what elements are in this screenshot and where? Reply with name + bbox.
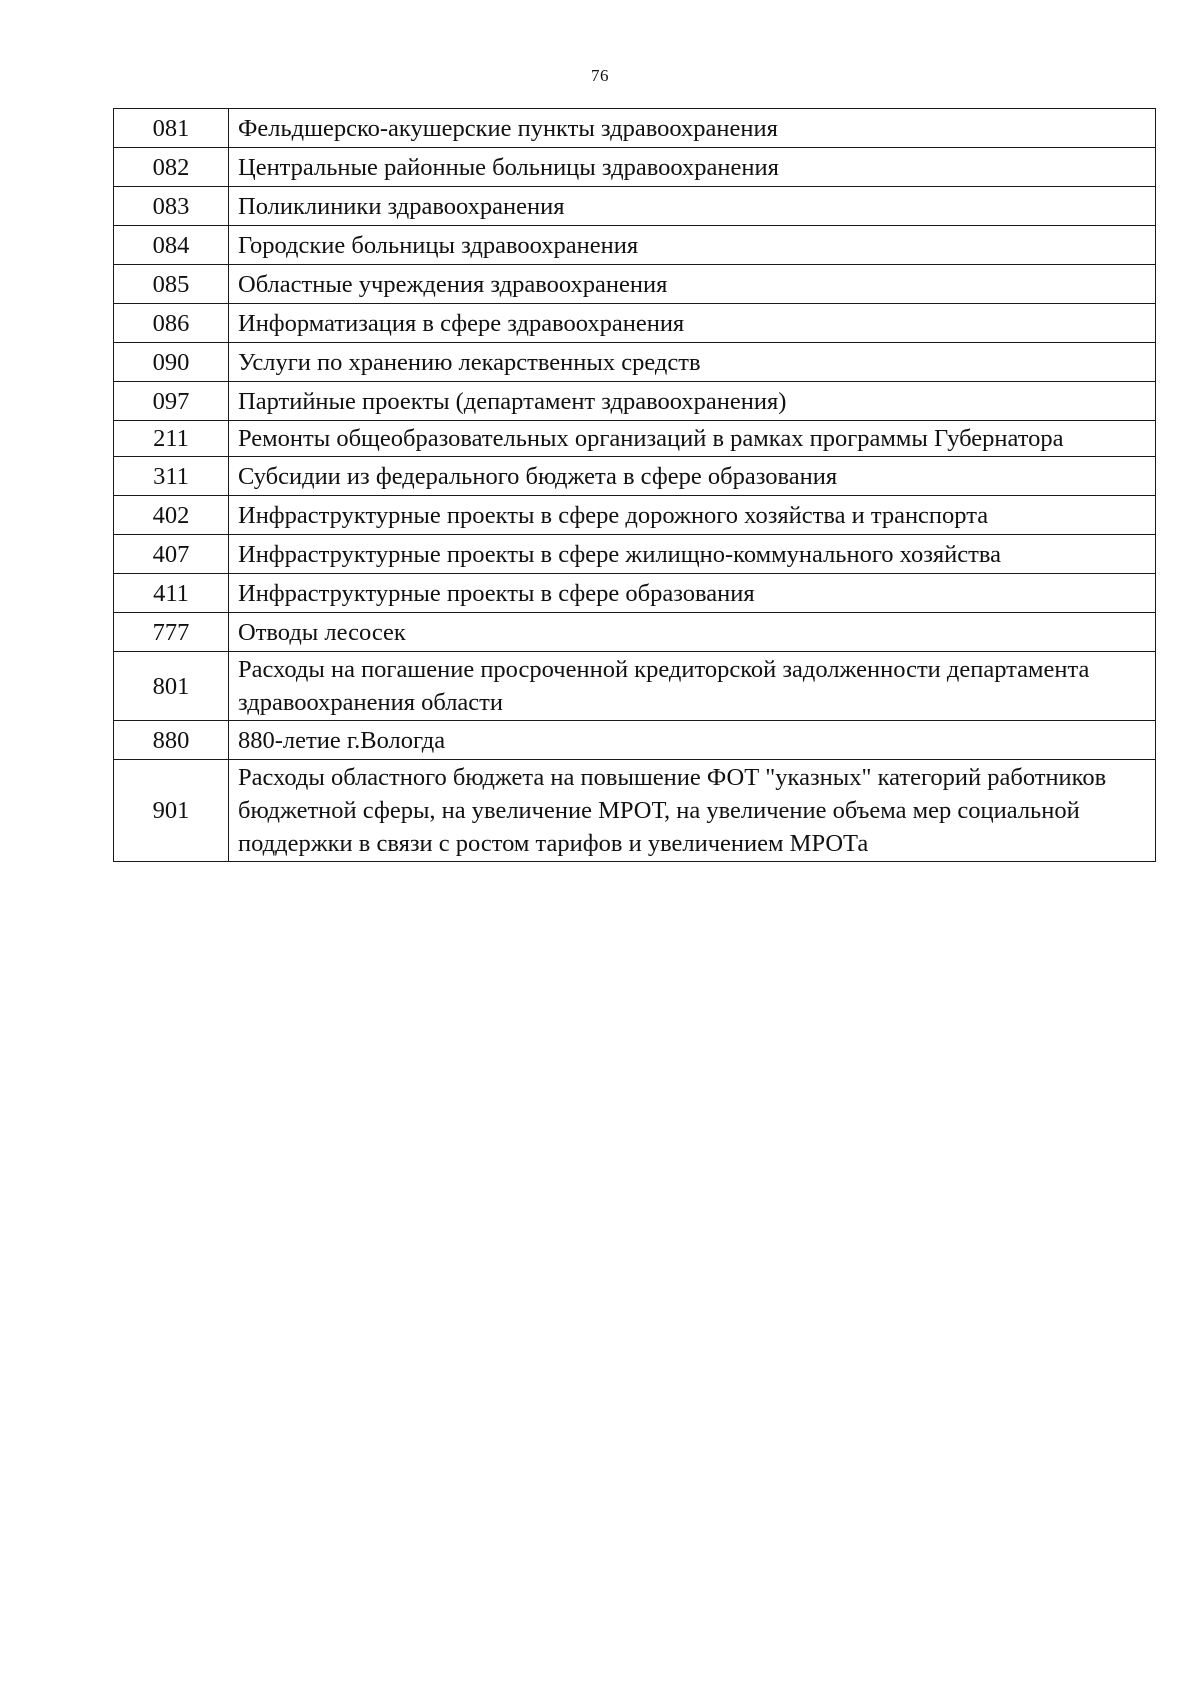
codes-table	[113, 108, 1156, 862]
row-description: Инфраструктурные проекты в сфере дорожного хозяйства и транспорта	[229, 496, 1156, 535]
row-code: 084	[114, 226, 229, 265]
row-code: 081	[114, 109, 229, 148]
row-description: Инфраструктурные проекты в сфере образования	[229, 574, 1156, 613]
row-description: Инфраструктурные проекты в сфере жилищно-коммунального хозяйства	[229, 535, 1156, 574]
row-code: 097	[114, 382, 229, 421]
table-row	[114, 535, 1156, 574]
row-description: Отводы лесосек	[229, 613, 1156, 652]
row-description: Услуги по хранению лекарственных средств	[229, 343, 1156, 382]
table-row	[114, 496, 1156, 535]
row-description: Фельдшерско-акушерские пункты здравоохранения	[229, 109, 1156, 148]
row-description: Центральные районные больницы здравоохранения	[229, 148, 1156, 187]
row-description: Расходы на погашение просроченной кредиторской задолженности департамента здравоохранения области	[229, 652, 1156, 721]
row-code: 880	[114, 721, 229, 760]
table-row	[114, 652, 1156, 721]
row-code: 082	[114, 148, 229, 187]
table-row	[114, 613, 1156, 652]
row-code: 085	[114, 265, 229, 304]
table-row	[114, 109, 1156, 148]
table-row	[114, 187, 1156, 226]
row-code: 090	[114, 343, 229, 382]
row-code: 086	[114, 304, 229, 343]
row-code: 311	[114, 457, 229, 496]
table-row	[114, 574, 1156, 613]
table-row	[114, 760, 1156, 862]
row-code: 211	[114, 421, 229, 457]
row-code: 801	[114, 652, 229, 721]
table-row	[114, 721, 1156, 760]
row-code: 901	[114, 760, 229, 862]
table-row	[114, 457, 1156, 496]
table-row	[114, 343, 1156, 382]
row-description: Городские больницы здравоохранения	[229, 226, 1156, 265]
row-code: 402	[114, 496, 229, 535]
table-row	[114, 226, 1156, 265]
table-row	[114, 304, 1156, 343]
table-row	[114, 421, 1156, 457]
table-row	[114, 265, 1156, 304]
row-description: Ремонты общеобразовательных организаций в рамках программы Губернатора	[229, 421, 1156, 457]
row-description: Поликлиники здравоохранения	[229, 187, 1156, 226]
row-code: 407	[114, 535, 229, 574]
table-row	[114, 148, 1156, 187]
page-number: 76	[591, 66, 609, 85]
row-description: Расходы областного бюджета на повышение ФОТ "указных" категорий работников бюджетной сферы, на увеличение МРОТ, на увеличение объема мер социальной поддержки в связи с ростом тарифов и увеличением МРОТа	[229, 760, 1156, 862]
row-description: Информатизация в сфере здравоохранения	[229, 304, 1156, 343]
row-description: 880-летие г.Вологда	[229, 721, 1156, 760]
table-row	[114, 382, 1156, 421]
row-description: Партийные проекты (департамент здравоохранения)	[229, 382, 1156, 421]
row-code: 083	[114, 187, 229, 226]
row-description: Субсидии из федерального бюджета в сфере образования	[229, 457, 1156, 496]
row-code: 411	[114, 574, 229, 613]
row-description: Областные учреждения здравоохранения	[229, 265, 1156, 304]
row-code: 777	[114, 613, 229, 652]
